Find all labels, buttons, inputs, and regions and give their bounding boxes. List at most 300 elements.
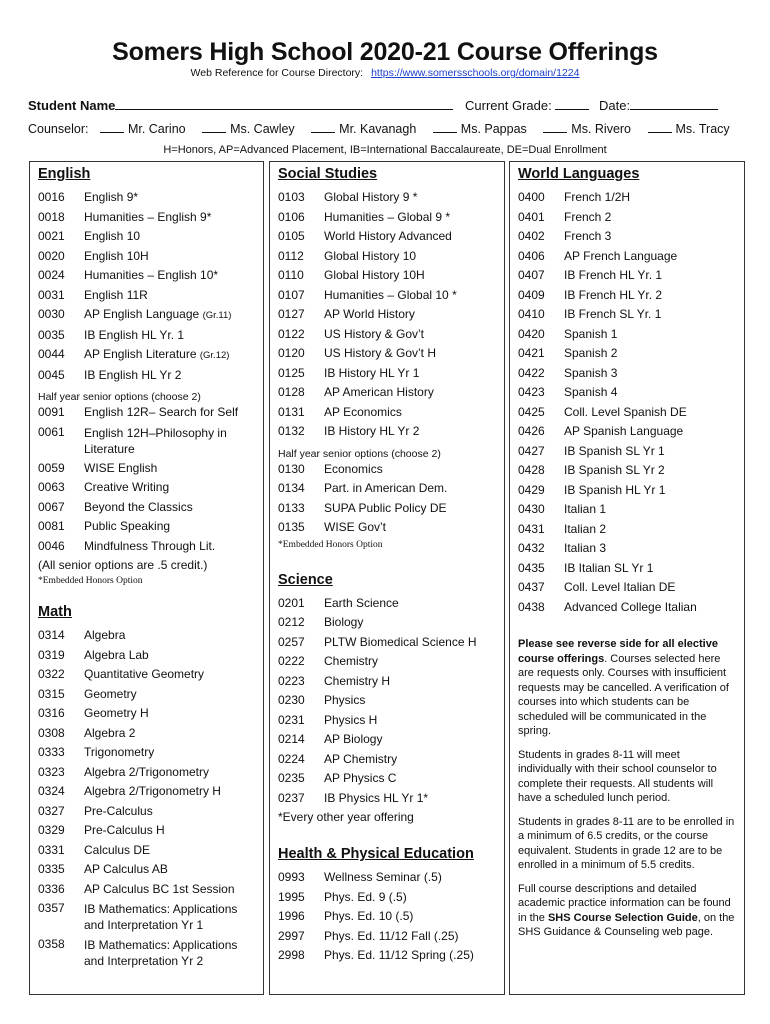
web-reference-label: Web Reference for Course Directory: [190,67,364,79]
course-code: 0401 [518,209,545,224]
course-code: 0231 [278,712,305,727]
counselor-option[interactable]: Ms. Rivero [543,122,631,136]
course-row [510,383,744,403]
course-code: 0018 [38,209,65,224]
grade-note: (Gr.12) [199,350,230,361]
course-row [270,403,504,423]
course-name: IB History HL Yr 2 [324,424,420,438]
course-row [510,578,744,598]
course-row [510,208,744,228]
health-heading: Health & Physical Education [278,846,474,862]
course-row [270,188,504,208]
course-code: 0105 [278,229,305,243]
course-row [510,305,744,325]
counselor-option[interactable]: Mr. Kavanagh [311,122,416,136]
course-name: AP Calculus AB [84,862,168,876]
course-code: 0106 [278,209,305,224]
page-title: Somers High School 2020-21 Course Offerings [112,38,658,66]
course-code: 1995 [278,889,305,904]
course-name: Coll. Level Italian DE [564,580,676,594]
course-name: Beyond the Classics [84,499,193,514]
course-row [510,364,744,384]
course-row [270,460,504,480]
course-name: PLTW Biomedical Science H [324,634,477,649]
course-code: 0024 [38,268,65,282]
course-row [30,208,263,228]
course-row [30,763,263,783]
course-code: 0333 [38,745,65,759]
course-row [30,326,263,346]
course-row [30,345,263,366]
course-name: Quantitative Geometry [84,667,205,681]
course-code: 0426 [518,424,545,438]
course-name: WISE Gov’t [324,520,387,534]
course-name: Earth Science [324,595,399,610]
course-code: 0035 [38,327,65,342]
course-name: Advanced College Italian [564,599,697,614]
current-grade-label: Current Grade: [465,98,552,113]
course-name: English 12H–Philosophy in Literature [84,425,227,456]
course-row [30,704,263,724]
course-code: 0020 [38,248,65,263]
course-row [270,888,504,908]
course-row [270,364,504,384]
course-row [510,325,744,345]
math-heading: Math [38,604,72,620]
info-paragraph: Full course descriptions and detailed academic practice information can be found in the SHS Course Selection Guide, on the SHS Guidance & Counseling web page. [518,882,735,938]
course-name: AP Spanish Language [564,424,684,438]
course-code: 0091 [38,405,65,419]
course-name: IB Physics HL Yr 1* [324,790,429,805]
course-code: 0422 [518,365,545,380]
course-code: 0107 [278,287,305,302]
course-name: Economics [324,461,383,476]
column-social-science-health [269,161,505,995]
course-row [30,724,263,744]
course-name: Geometry H [84,706,149,720]
course-row [30,423,263,459]
course-code: 0993 [278,870,305,884]
course-code: 2998 [278,948,305,962]
course-row [270,227,504,247]
course-code: 0016 [38,190,65,204]
course-code: 0324 [38,784,65,798]
course-name: Spanish 1 [564,326,618,341]
course-row [270,633,504,653]
course-row [510,422,744,442]
course-row [30,626,263,646]
course-name: Pre-Calculus H [84,823,165,837]
course-row [30,188,263,208]
course-code: 0427 [518,443,545,458]
course-name: WISE English [84,460,158,475]
course-row [270,518,504,538]
course-code: 0030 [38,307,65,321]
course-code: 0223 [278,673,305,688]
course-code: 0046 [38,538,65,553]
course-code: 0130 [278,461,305,476]
course-code: 0323 [38,764,65,779]
course-name: Biology [324,615,364,629]
course-code: 0327 [38,803,65,818]
info-paragraph: Students in grades 8-11 will meet individually with their school counselor to complete their requests. All students will have a scheduled lunch period. [518,748,717,804]
course-row [270,479,504,499]
course-name: Chemistry [324,654,379,668]
course-row [510,247,744,267]
course-row [510,520,744,540]
course-code: 0132 [278,424,305,438]
course-code: 0133 [278,500,305,515]
course-code: 0110 [278,268,304,282]
counselor-option[interactable]: Ms. Cawley [202,122,295,136]
course-row [30,685,263,705]
course-code: 0406 [518,248,545,263]
course-code: 0331 [38,842,65,857]
course-code: 0322 [38,667,65,681]
course-row [270,730,504,750]
course-row [270,672,504,692]
course-code: 0438 [518,599,545,614]
course-row [270,927,504,947]
course-name: IB Mathematics: Applications and Interpretation Yr 2 [84,938,238,968]
course-name: AP French Language [564,248,678,263]
course-row [30,498,263,518]
course-row [30,478,263,498]
english-half-year-label: Half year senior options (choose 2) [38,391,201,403]
course-name: Phys. Ed. 10 (.5) [324,909,414,923]
course-row [270,652,504,672]
course-code: 0428 [518,463,545,477]
course-code: 0224 [278,751,305,766]
course-code: 0081 [38,519,65,533]
course-row [270,266,504,286]
course-row [30,802,263,822]
course-code: 0336 [38,881,65,896]
course-name: Geometry [84,686,137,701]
info-paragraph: Students in grades 8-11 are to be enrolled in a minimum of 6.5 credits, or the course equivalent. Students in grade 12 are to be enrolled in a minimum of 5.5 credits. [518,815,735,871]
course-code: 0421 [518,346,545,360]
student-name-field[interactable] [115,97,453,110]
course-name: Humanities – Global 9 * [324,209,451,224]
course-row [270,750,504,770]
course-code: 0430 [518,502,545,516]
course-row [270,344,504,364]
course-name: English 10H [84,248,149,263]
course-row [30,286,263,306]
course-row [30,537,263,557]
course-name: Physics [324,693,366,707]
counselor-label: Counselor: [28,122,89,136]
course-code: 0103 [278,190,305,204]
course-code: 0112 [278,248,304,263]
student-info-row [28,97,748,113]
course-code: 0335 [38,862,65,876]
course-name: Phys. Ed. 9 (.5) [324,889,407,904]
course-row [270,613,504,633]
course-row [270,208,504,228]
counselor-option[interactable]: Ms. Tracy [648,122,730,136]
course-row [30,860,263,880]
course-row [510,188,744,208]
course-name: Trigonometry [84,745,155,759]
course-code: 0044 [38,347,65,361]
course-code: 0128 [278,385,305,399]
course-name: Public Speaking [84,519,171,533]
course-name: SUPA Public Policy DE [324,500,447,515]
course-name: Creative Writing [84,480,170,494]
course-code: 0316 [38,706,65,720]
course-name: IB History HL Yr 1 [324,365,420,380]
course-row [30,821,263,841]
course-row [270,594,504,614]
course-row [30,403,263,423]
english-embedded-note: *Embedded Honors Option [38,576,143,586]
course-name: English 11R [84,287,148,302]
course-name: French 3 [564,229,612,243]
course-row [510,539,744,559]
course-code: 0431 [518,521,545,536]
course-name: English 9* [84,190,139,204]
course-name: Global History 10 [324,248,417,263]
info-notes [510,637,744,940]
course-row [510,286,744,306]
course-name: Coll. Level Spanish DE [564,404,687,419]
course-code: 0402 [518,229,545,243]
course-code: 0358 [38,937,65,951]
course-name: IB English HL Yr. 1 [84,327,185,342]
course-code: 0120 [278,346,305,360]
course-row [510,461,744,481]
course-code: 0357 [38,901,65,915]
english-heading: English [38,166,91,182]
course-name: English 12R– Search for Self [84,405,239,419]
course-name: AP American History [324,385,434,399]
course-name: Spanish 3 [564,365,618,380]
course-name: AP Chemistry [324,751,398,766]
course-row [270,946,504,966]
course-code: 0257 [278,634,305,649]
course-code: 0127 [278,307,305,321]
course-name: IB Italian SL Yr 1 [564,560,654,575]
course-code: 0329 [38,823,65,837]
course-code: 0435 [518,560,545,575]
course-code: 0437 [518,580,545,594]
course-code: 0134 [278,481,305,495]
course-code: 0201 [278,595,305,610]
course-name: AP Physics C [324,771,397,785]
course-code: 0230 [278,693,305,707]
course-code: 0400 [518,190,545,204]
course-name: Italian 1 [564,502,607,516]
course-name: AP English Literature (Gr.12) [84,347,230,361]
course-row [270,907,504,927]
course-row [30,366,263,386]
course-row [30,782,263,802]
course-name: Wellness Seminar (.5) [324,870,442,884]
course-name: Part. in American Dem. [324,481,448,495]
course-code: 0319 [38,647,65,662]
course-name: US History & Gov’t H [324,346,437,360]
course-name: Algebra 2/Trigonometry [84,764,209,779]
course-name: French 2 [564,209,612,224]
course-row [270,383,504,403]
course-name: IB French HL Yr. 1 [564,268,663,282]
course-code: 0061 [38,424,65,439]
course-row [30,880,263,900]
course-code: 0410 [518,307,545,321]
social-studies-embedded-note: *Embedded Honors Option [278,539,383,550]
social-studies-heading: Social Studies [278,166,378,182]
course-row [270,305,504,325]
course-name: Algebra 2/Trigonometry H [84,784,221,798]
course-name: Spanish 2 [564,346,618,360]
course-name: Chemistry H [324,673,391,688]
course-code: 0131 [278,404,305,419]
course-code: 0021 [38,229,65,243]
course-name: IB English HL Yr 2 [84,367,182,382]
course-row [30,899,263,935]
science-heading: Science [278,571,333,588]
course-row [510,442,744,462]
course-row [270,499,504,519]
course-code: 0135 [278,520,305,534]
column-english-math [29,161,264,995]
course-code: 0420 [518,326,545,341]
course-name: Algebra 2 [84,725,136,740]
course-code: 0314 [38,628,65,642]
course-code: 0222 [278,654,305,668]
course-row [30,646,263,666]
english-credit-note: (All senior options are .5 credit.) [38,558,208,572]
column-world-languages [509,161,745,995]
course-row [270,325,504,345]
course-code: 0237 [278,790,305,805]
course-code: 0429 [518,482,545,497]
course-name: US History & Gov’t [324,326,425,341]
course-name: Humanities – English 10* [84,268,219,282]
course-name: AP World History [324,307,415,321]
course-row [510,344,744,364]
course-row [270,769,504,789]
course-name: Italian 2 [564,521,607,536]
course-code: 0214 [278,732,305,746]
course-code: 0212 [278,615,305,629]
course-row [510,266,744,286]
course-name: AP Biology [324,732,383,746]
course-name: AP English Language (Gr.11) [84,307,232,321]
course-row [510,481,744,501]
course-row [270,247,504,267]
world-languages-heading: World Languages [518,166,640,182]
course-name: Physics H [324,712,378,727]
course-name: Global History 9 * [324,190,418,204]
course-row [510,500,744,520]
date-label: Date: [599,98,631,113]
course-row [30,841,263,861]
science-note: *Every other year offering [278,810,414,824]
course-name: IB French SL Yr. 1 [564,307,662,321]
course-name: AP Economics [324,404,402,419]
course-name: Algebra [84,628,126,642]
course-name: French 1/2H [564,190,631,204]
course-name: Humanities – English 9* [84,209,212,224]
course-name: Mindfulness Through Lit. [84,538,216,553]
course-row [30,266,263,286]
course-code: 0067 [38,499,65,514]
course-code: 0122 [278,326,305,341]
course-code: 0059 [38,460,65,475]
course-name: AP Calculus BC 1st Session [84,881,235,896]
course-code: 0425 [518,404,545,419]
course-code: 0125 [278,365,305,380]
current-grade-field[interactable] [555,97,589,110]
course-code: 0407 [518,268,545,282]
course-name: Humanities – Global 10 * [324,287,457,302]
course-row [270,422,504,442]
counselor-option[interactable]: Mr. Carino [100,122,186,136]
date-field[interactable] [630,97,718,110]
counselor-row [28,121,748,136]
course-name: Spanish 4 [564,385,618,399]
course-code: 0031 [38,287,65,302]
course-row [30,935,263,971]
course-row [270,789,504,809]
course-row [30,305,263,326]
counselor-option[interactable]: Ms. Pappas [433,122,527,136]
course-row [30,665,263,685]
abbreviation-legend: H=Honors, AP=Advanced Placement, IB=International Baccalaureate, DE=Dual Enrollment [163,144,607,156]
course-row [30,247,263,267]
course-row [30,517,263,537]
course-row [510,403,744,423]
course-name: IB Mathematics: Applications and Interpretation Yr 1 [84,902,238,932]
course-name: IB Spanish SL Yr 1 [564,443,665,458]
course-name: Global History 10H [324,268,425,282]
course-row [270,691,504,711]
course-code: 0315 [38,686,65,701]
course-code: 2997 [278,928,305,943]
course-name: Calculus DE [84,842,151,857]
course-name: IB Spanish SL Yr 2 [564,463,665,477]
course-code: 0432 [518,541,545,555]
course-row [510,559,744,579]
course-row [510,227,744,247]
course-code: 0423 [518,385,545,399]
course-code: 1996 [278,909,305,923]
grade-note: (Gr.11) [202,310,232,321]
course-row [30,743,263,763]
course-row [270,711,504,731]
course-row [30,227,263,247]
course-name: IB French HL Yr. 2 [564,287,663,302]
course-code: 0308 [38,725,65,740]
course-code: 0235 [278,771,305,785]
course-code: 0045 [38,367,65,382]
course-code: 0063 [38,480,65,494]
course-name: Pre-Calculus [84,803,153,818]
course-row [510,598,744,618]
web-reference [0,67,770,79]
course-row [270,868,504,888]
student-name-label: Student Name [28,98,116,113]
course-directory-link[interactable]: https://www.somersschools.org/domain/1224 [371,67,580,79]
course-name: World History Advanced [324,229,452,243]
course-row [30,459,263,479]
course-name: IB Spanish HL Yr 1 [564,482,666,497]
course-name: Phys. Ed. 11/12 Fall (.25) [324,928,459,943]
course-name: Italian 3 [564,541,607,555]
course-name: Phys. Ed. 11/12 Spring (.25) [324,948,474,962]
